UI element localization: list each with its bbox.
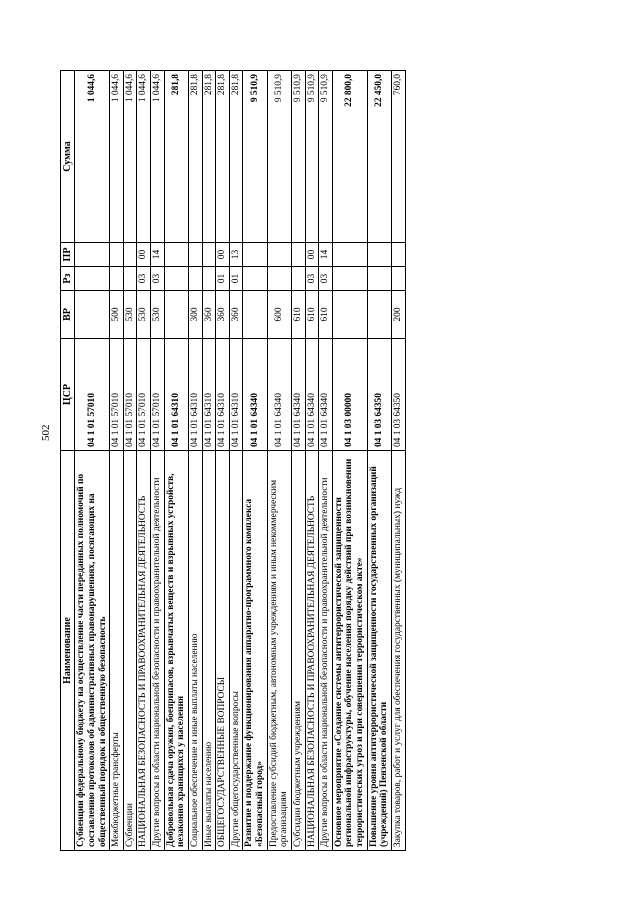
cell-sum: 22 450,0 [367, 71, 391, 243]
column-header-csr: ЦСР [61, 339, 75, 451]
cell-rz [123, 267, 137, 291]
column-header-rz: Рз [61, 267, 75, 291]
cell-rz: 03 [151, 267, 165, 291]
table-row [267, 71, 291, 851]
cell-rz: 01 [216, 267, 230, 291]
table-row [243, 71, 267, 851]
cell-pr: 13 [229, 243, 243, 267]
cell-vr: 300 [188, 291, 202, 339]
table-row [137, 71, 151, 851]
cell-name: НАЦИОНАЛЬНАЯ БЕЗОПАСНОСТЬ И ПРАВООХРАНИТЕЛЬНАЯ ДЕЯТЕЛЬНОСТЬ [137, 451, 151, 851]
cell-csr: 04 1 03 64350 [391, 339, 405, 451]
cell-pr [391, 243, 405, 267]
cell-csr: 04 1 01 64340 [305, 339, 319, 451]
table-body [75, 71, 405, 851]
cell-csr: 04 1 01 57010 [151, 339, 165, 451]
cell-csr: 04 1 01 57010 [110, 339, 124, 451]
table-row [291, 71, 305, 851]
cell-csr: 04 1 01 64310 [216, 339, 230, 451]
column-header-sum: Сумма [61, 71, 75, 243]
cell-rz: 03 [305, 267, 319, 291]
table-row [164, 71, 188, 851]
table-row [123, 71, 137, 851]
cell-pr [110, 243, 124, 267]
cell-name: Другие вопросы в области национальной безопасности и правоохранительной деятельности [151, 451, 165, 851]
cell-sum: 1 044,6 [75, 71, 110, 243]
cell-csr: 04 1 01 57010 [123, 339, 137, 451]
cell-rz [202, 267, 216, 291]
cell-vr: 360 [202, 291, 216, 339]
cell-vr [367, 291, 391, 339]
cell-sum: 1 044,6 [110, 71, 124, 243]
table-row [202, 71, 216, 851]
cell-pr: 00 [305, 243, 319, 267]
cell-vr: 610 [291, 291, 305, 339]
cell-rz [188, 267, 202, 291]
budget-table [60, 70, 406, 851]
cell-sum: 281,8 [202, 71, 216, 243]
column-header-pr: ПР [61, 243, 75, 267]
cell-rz [291, 267, 305, 291]
cell-vr [243, 291, 267, 339]
table-row [391, 71, 405, 851]
cell-pr [202, 243, 216, 267]
cell-pr [332, 243, 367, 267]
cell-csr: 04 1 01 64310 [202, 339, 216, 451]
table-row [319, 71, 333, 851]
cell-sum: 22 800,0 [332, 71, 367, 243]
cell-vr: 200 [391, 291, 405, 339]
cell-pr [188, 243, 202, 267]
cell-sum: 760,0 [391, 71, 405, 243]
table-row [216, 71, 230, 851]
cell-pr [123, 243, 137, 267]
table-row [151, 71, 165, 851]
column-header-vr: ВР [61, 291, 75, 339]
rotated-page-content [60, 71, 580, 851]
cell-pr: 00 [137, 243, 151, 267]
column-header-name: Наименование [61, 451, 75, 851]
cell-rz [267, 267, 291, 291]
cell-name: Субвенции федеральному бюджету на осуществление части переданных полномочий по составлению протоколов об административных правонарушениях, посягающих на общественный порядок и общественную безопасность [75, 451, 110, 851]
cell-csr: 04 1 03 64350 [367, 339, 391, 451]
cell-sum: 9 510,9 [243, 71, 267, 243]
cell-sum: 9 510,9 [319, 71, 333, 243]
cell-vr: 360 [216, 291, 230, 339]
cell-vr: 360 [229, 291, 243, 339]
cell-vr [164, 291, 188, 339]
table-row [188, 71, 202, 851]
cell-name: Иные выплаты населению [202, 451, 216, 851]
cell-rz [367, 267, 391, 291]
cell-pr [243, 243, 267, 267]
cell-sum: 9 510,9 [267, 71, 291, 243]
cell-sum: 281,8 [164, 71, 188, 243]
page-number: 502 [40, 424, 52, 441]
cell-name: Предоставление субсидий бюджетным, автономным учреждениям и иным некоммерческим организациям [267, 451, 291, 851]
cell-name: Субсидии бюджетным учреждениям [291, 451, 305, 851]
cell-name: Развитие и поддержание функционирования аппаратно-программного комплекса «Безопасный город» [243, 451, 267, 851]
cell-rz [164, 267, 188, 291]
cell-csr: 04 1 01 57010 [137, 339, 151, 451]
cell-name: Другие вопросы в области национальной безопасности и правоохранительной деятельности [319, 451, 333, 851]
cell-vr: 500 [110, 291, 124, 339]
cell-csr: 04 1 03 00000 [332, 339, 367, 451]
cell-name: Основное мероприятие «Создание системы антитеррористической защищенности региональной инфраструктуры, обучение населения порядку действий при возникновении террористических угроз и при совершении террористическом акте» [332, 451, 367, 851]
cell-rz: 01 [229, 267, 243, 291]
table-row [75, 71, 110, 851]
table-row [110, 71, 124, 851]
cell-name: Закупка товаров, работ и услуг для обеспечения государственных (муниципальных) нужд [391, 451, 405, 851]
cell-sum: 1 044,6 [123, 71, 137, 243]
cell-vr: 530 [137, 291, 151, 339]
cell-sum: 281,8 [216, 71, 230, 243]
cell-pr: 14 [151, 243, 165, 267]
table-row [332, 71, 367, 851]
cell-name: ОБЩЕГОСУДАРСТВЕННЫЕ ВОПРОСЫ [216, 451, 230, 851]
cell-vr: 530 [123, 291, 137, 339]
cell-name: Добровольная сдача оружия, боеприпасов, взрывчатых веществ и взрывных устройств, незаконно хранящихся у населения [164, 451, 188, 851]
table-row [305, 71, 319, 851]
cell-sum: 9 510,9 [305, 71, 319, 243]
cell-rz [332, 267, 367, 291]
cell-name: Межбюджетные трансферты [110, 451, 124, 851]
cell-pr [291, 243, 305, 267]
cell-vr: 610 [319, 291, 333, 339]
cell-pr [267, 243, 291, 267]
cell-name: Повышение уровня антитеррористической защищенности государственных организаций (учреждений) Пензенской области [367, 451, 391, 851]
cell-pr [75, 243, 110, 267]
cell-vr: 610 [305, 291, 319, 339]
cell-name: Другие общегосударственные вопросы [229, 451, 243, 851]
cell-rz: 03 [137, 267, 151, 291]
cell-pr: 14 [319, 243, 333, 267]
cell-csr: 04 1 01 57010 [75, 339, 110, 451]
cell-csr: 04 1 01 64340 [319, 339, 333, 451]
cell-csr: 04 1 01 64340 [267, 339, 291, 451]
table-row [367, 71, 391, 851]
cell-name: НАЦИОНАЛЬНАЯ БЕЗОПАСНОСТЬ И ПРАВООХРАНИТЕЛЬНАЯ ДЕЯТЕЛЬНОСТЬ [305, 451, 319, 851]
table-row [229, 71, 243, 851]
cell-vr: 530 [151, 291, 165, 339]
cell-sum: 281,8 [229, 71, 243, 243]
cell-csr: 04 1 01 64340 [291, 339, 305, 451]
cell-rz [110, 267, 124, 291]
cell-rz [243, 267, 267, 291]
cell-sum: 1 044,6 [151, 71, 165, 243]
cell-csr: 04 1 01 64310 [229, 339, 243, 451]
cell-pr [367, 243, 391, 267]
cell-sum: 1 044,6 [137, 71, 151, 243]
cell-rz [391, 267, 405, 291]
cell-name: Субвенции [123, 451, 137, 851]
cell-vr [332, 291, 367, 339]
cell-pr [164, 243, 188, 267]
cell-csr: 04 1 01 64340 [243, 339, 267, 451]
cell-sum: 9 510,9 [291, 71, 305, 243]
header-row [61, 71, 75, 851]
cell-pr: 00 [216, 243, 230, 267]
cell-rz [75, 267, 110, 291]
cell-sum: 281,8 [188, 71, 202, 243]
cell-vr: 600 [267, 291, 291, 339]
cell-rz: 03 [319, 267, 333, 291]
cell-name: Социальное обеспечение и иные выплаты населению [188, 451, 202, 851]
cell-csr: 04 1 01 64310 [188, 339, 202, 451]
cell-csr: 04 1 01 64310 [164, 339, 188, 451]
cell-vr [75, 291, 110, 339]
